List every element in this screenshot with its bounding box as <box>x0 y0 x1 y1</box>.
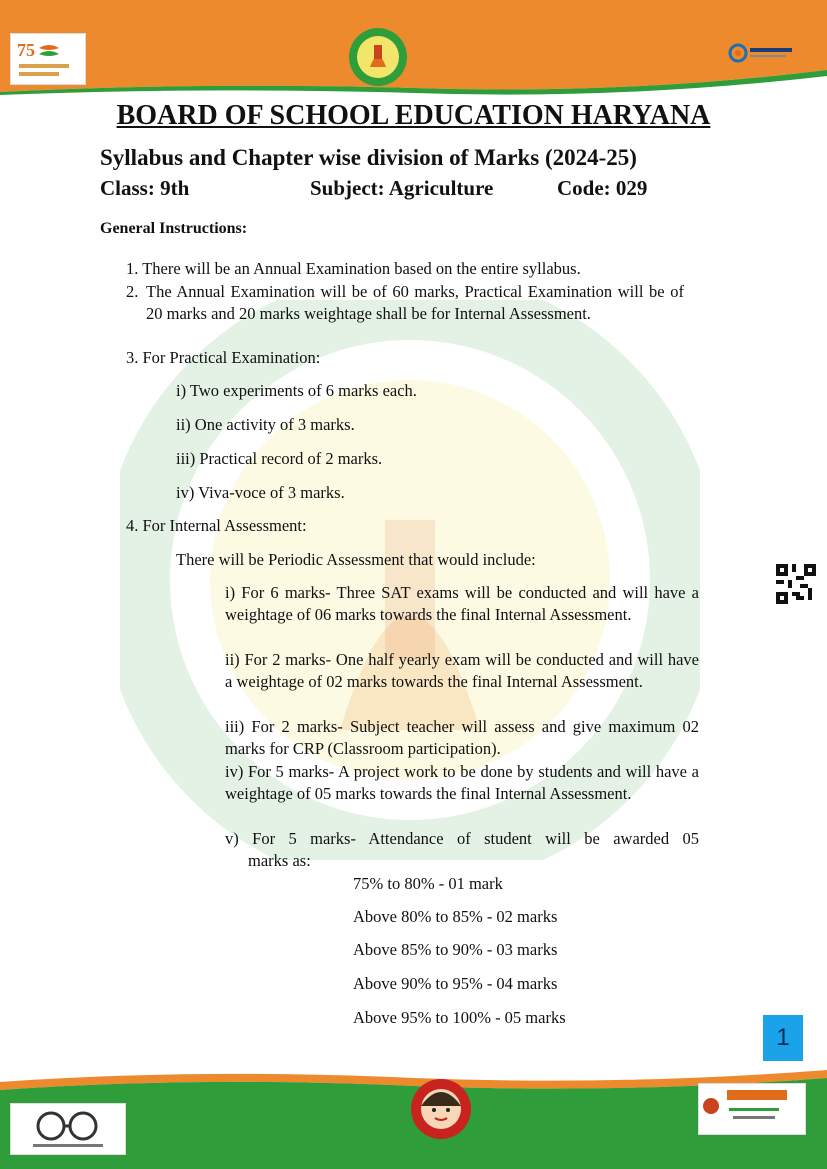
internal-assessment-item: iv) For 5 marks- A project work to be done by students and will have a weightage of 05 marks towards the final Internal Assessment. <box>225 762 699 803</box>
practical-item: ii) One activity of 3 marks. <box>176 415 355 434</box>
attendance-item: v) For 5 marks- Attendance of student will be awarded 05 <box>225 829 699 848</box>
attendance-band: Above 85% to 90% - 03 marks <box>353 940 558 959</box>
azadi-ka-amrit-mahotsav-logo <box>10 33 86 85</box>
practical-item: iv) Viva-voce of 3 marks. <box>176 483 345 502</box>
bseh-emblem <box>346 27 410 87</box>
internal-assessment-item: ii) For 2 marks- One half yearly exam will be conducted and will have a weightage of 02 marks towards the final Internal Assessment. <box>225 650 699 691</box>
attendance-item-continuation: marks as: <box>248 851 311 870</box>
beti-bachao-beti-padhao-logo <box>410 1078 472 1140</box>
class-label: Class: 9th <box>100 176 190 200</box>
swachh-bharat-logo <box>10 1103 126 1155</box>
attendance-band: Above 95% to 100% - 05 marks <box>353 1008 566 1027</box>
board-title: BOARD OF SCHOOL EDUCATION HARYANA <box>116 100 711 131</box>
internal-assessment-item: iii) For 2 marks- Subject teacher will assess and give maximum 02 marks for CRP (Classroom participation). <box>225 717 699 758</box>
digital-india-logo <box>728 38 798 68</box>
subject-label: Subject: Agriculture <box>310 176 494 200</box>
instruction-item-1: 1. There will be an Annual Examination based on the entire syllabus. <box>126 259 581 278</box>
instruction-item-2: The Annual Examination will be of 60 marks, Practical Examination will be of 20 marks and 20 marks weightage shall be for Internal Assessment. <box>146 282 684 323</box>
header-band <box>0 0 827 95</box>
attendance-band: Above 80% to 85% - 02 marks <box>353 907 558 926</box>
svg-text:75: 75 <box>17 40 35 60</box>
practical-item: iii) Practical record of 2 marks. <box>176 449 383 468</box>
general-instructions-heading: General Instructions: <box>100 220 248 237</box>
attendance-band: 75% to 80% - 01 mark <box>353 874 503 893</box>
practical-item: i) Two experiments of 6 marks each. <box>176 381 417 400</box>
instruction-item-3: 3. For Practical Examination: <box>126 348 321 367</box>
periodic-assessment-intro: There will be Periodic Assessment that would include: <box>176 550 536 569</box>
instruction-item-4: 4. For Internal Assessment: <box>126 516 307 535</box>
code-label: Code: 029 <box>557 176 648 200</box>
instruction-item-2-number: 2. <box>126 282 139 301</box>
shiksha-ka-adhikar-logo <box>698 1083 806 1135</box>
attendance-band: Above 90% to 95% - 04 marks <box>353 974 558 993</box>
page-number-badge: 1 <box>763 1015 803 1061</box>
syllabus-subtitle: Syllabus and Chapter wise division of Marks (2024-25) <box>100 145 637 170</box>
internal-assessment-item: i) For 6 marks- Three SAT exams will be conducted and will have a weightage of 06 marks towards the final Internal Assessment. <box>225 583 699 624</box>
qr-code[interactable] <box>776 564 816 604</box>
